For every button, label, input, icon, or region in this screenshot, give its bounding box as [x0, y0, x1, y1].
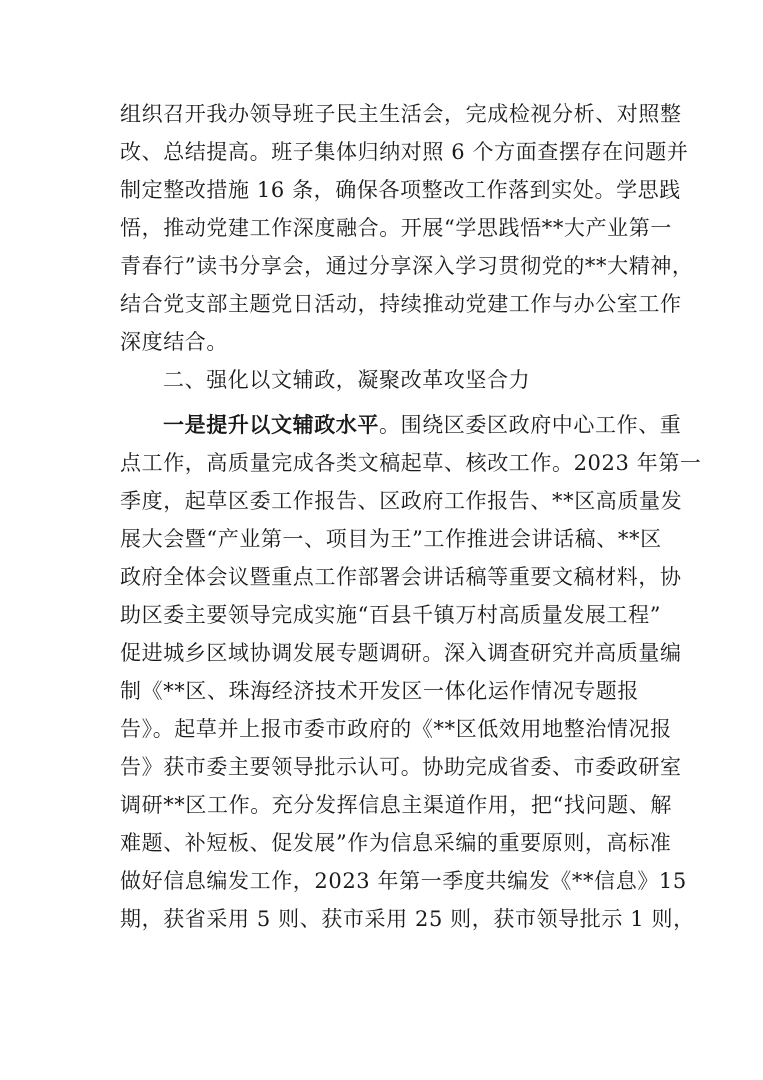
- body-line: [120, 714, 672, 744]
- body-text: 点工作，高质量完成各类文稿起草、核改工作。2023 年第一: [120, 451, 702, 475]
- body-text: 制《**区、珠海经济技术开发区一体化运作情况专题报: [120, 679, 639, 703]
- body-text: 制定整改措施 16 条，确保各项整改工作落到实处。学思践: [120, 178, 681, 202]
- body-line: [120, 752, 682, 782]
- body-line: [163, 410, 682, 440]
- body-text: 深度结合。: [120, 330, 228, 354]
- body-line: [120, 524, 662, 554]
- body-text: 展大会暨“产业第一、项目为王”工作推进会讲话稿、**区: [120, 527, 662, 551]
- lead-phrase: 一是提升以文辅政水平: [163, 412, 379, 437]
- body-text: 。围绕区委区政府中心工作、重: [379, 413, 682, 437]
- body-line: [120, 562, 682, 592]
- body-line: [120, 448, 702, 478]
- body-text: 告》获市委主要领导批示认可。协助完成省委、市委政研室: [120, 755, 682, 779]
- body-line: [120, 600, 662, 630]
- body-line: [120, 175, 681, 205]
- body-text: 组织召开我办领导班子民主生活会，完成检视分析、对照整: [120, 102, 682, 126]
- body-text: 告》。起草并上报市委市政府的《**区低效用地整治情况报: [120, 717, 672, 741]
- body-line: [120, 251, 694, 281]
- body-text: 悟，推动党建工作深度融合。开展“学思践悟**大产业第一: [120, 216, 672, 240]
- body-line: [120, 486, 683, 516]
- body-line: [120, 99, 682, 129]
- body-line: [120, 289, 682, 319]
- section-heading-text: 二、强化以文辅政，凝聚改革攻坚合力: [163, 368, 531, 392]
- body-text: 促进城乡区域协调发展专题调研。深入调查研究并高质量编: [120, 641, 682, 665]
- body-line: [120, 327, 650, 357]
- body-text: 结合党支部主题党日活动，持续推动党建工作与办公室工作: [120, 292, 682, 316]
- body-text: 做好信息编发工作，2023 年第一季度共编发《**信息》15: [120, 869, 687, 893]
- body-text: 期，获省采用 5 则、获市采用 25 则，获市领导批示 1 则，: [120, 907, 695, 931]
- body-text: 季度，起草区委工作报告、区政府工作报告、**区高质量发: [120, 489, 683, 513]
- body-text: 调研**区工作。充分发挥信息主渠道作用，把“找问题、解: [120, 793, 672, 817]
- body-text: 改、总结提高。班子集体归纳对照 6 个方面查摆存在问题并: [120, 140, 689, 164]
- body-line: [120, 904, 695, 934]
- body-text: 青春行”读书分享会，通过分享深入学习贯彻党的**大精神，: [120, 254, 694, 278]
- body-text: 助区委主要领导完成实施“百县千镇万村高质量发展工程”: [120, 603, 662, 627]
- body-line: [120, 137, 689, 167]
- body-line: [120, 828, 672, 858]
- body-text: 难题、补短板、促发展”作为信息采编的重要原则，高标准: [120, 831, 672, 855]
- body-line: [120, 638, 682, 668]
- body-text: 政府全体会议暨重点工作部署会讲话稿等重要文稿材料，协: [120, 565, 682, 589]
- body-line: [120, 676, 650, 706]
- body-line: [120, 866, 687, 896]
- body-line: [120, 213, 672, 243]
- section-heading: [163, 365, 650, 395]
- body-line: [120, 790, 672, 820]
